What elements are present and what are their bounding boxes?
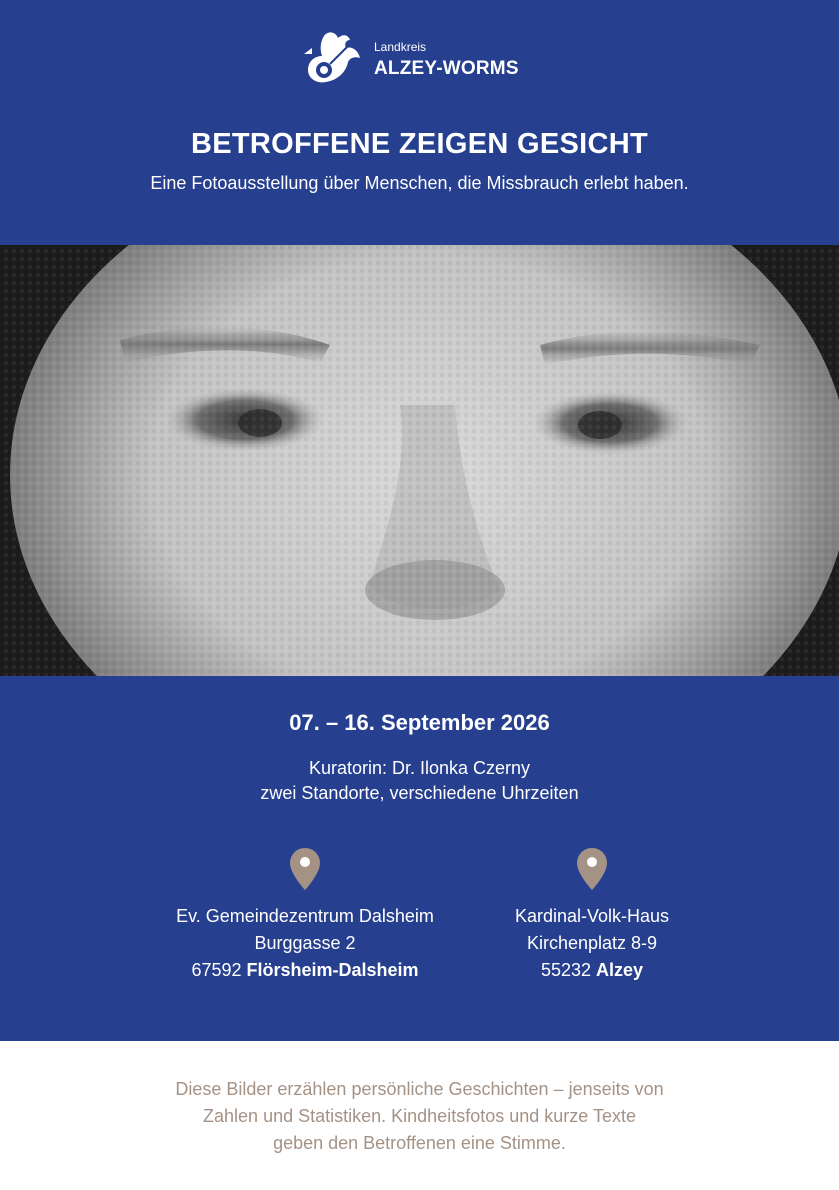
footer-text (0, 1076, 839, 1157)
footer-line: Diese Bilder erzählen persönliche Geschichten – jenseits von (175, 1079, 664, 1099)
page-subtitle: Eine Fotoausstellung über Menschen, die Missbrauch erlebt haben. (150, 173, 689, 193)
brand-name: ALZEY-WORMS (374, 58, 519, 79)
footer-line: Zahlen und Statistiken. Kindheitsfotos und kurze Texte (203, 1106, 636, 1126)
location-street: Kirchenplatz 8-9 (526, 933, 658, 953)
event-dates: 07. – 16. September 2026 (289, 710, 550, 735)
location-city-line (130, 957, 480, 984)
footer-line: geben den Betroffenen eine Stimme. (273, 1133, 566, 1153)
face-photo (0, 245, 839, 676)
locations-note: zwei Standorte, verschiedene Uhrzeiten (260, 783, 579, 803)
location-city: Flörsheim-Dalsheim (246, 960, 419, 980)
brand-logo (302, 28, 542, 90)
map-pin-icon (577, 848, 607, 890)
location-alzey (472, 848, 712, 984)
page-title: BETROFFENE ZEIGEN GESICHT (190, 128, 649, 160)
location-street: Burggasse 2 (254, 933, 356, 953)
location-city: Alzey (596, 960, 644, 980)
location-dalsheim (130, 848, 480, 984)
location-name: Ev. Gemeindezentrum Dalsheim (176, 906, 434, 926)
event-details (0, 756, 839, 806)
header-band (0, 0, 839, 245)
map-pin-icon (290, 848, 320, 890)
location-zip: 67592 (191, 960, 242, 980)
curator-line: Kuratorin: Dr. Ilonka Czerny (308, 758, 531, 778)
location-zip: 55232 (540, 960, 591, 980)
face-photo-image (0, 245, 839, 676)
brand-small-label: Landkreis (374, 40, 427, 54)
location-city-line (472, 957, 712, 984)
dragon-lute-icon (302, 28, 368, 88)
location-name: Kardinal-Volk-Haus (514, 906, 670, 926)
